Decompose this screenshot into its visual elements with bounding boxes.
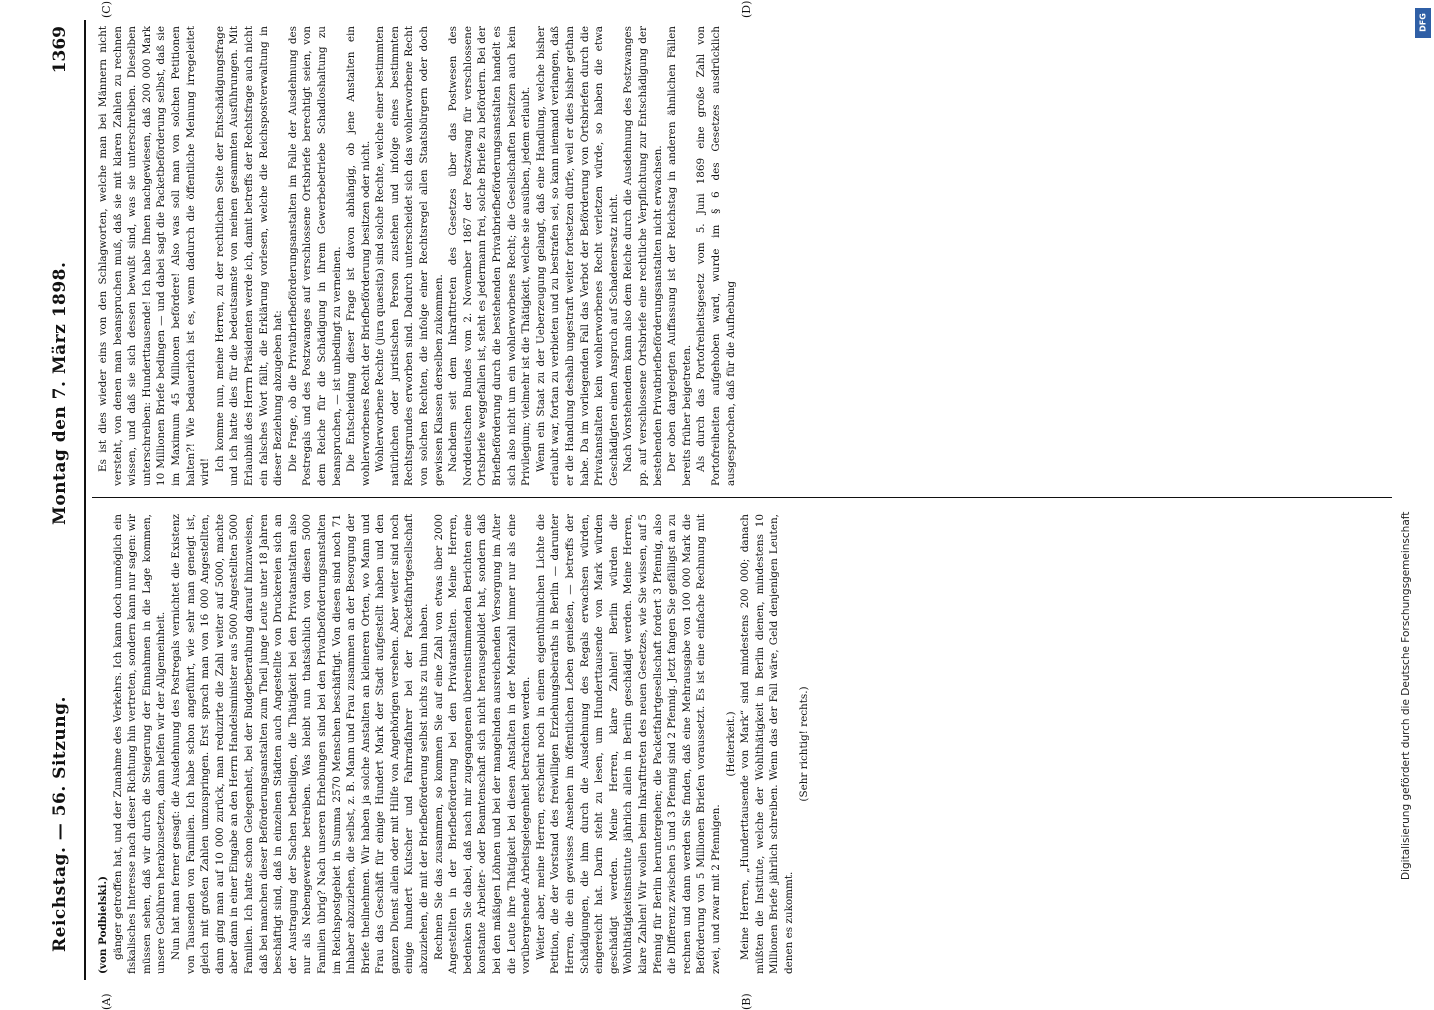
margin-marker-c: (C) — [100, 1, 113, 18]
paragraph: Wohlerworbene Rechte (jura quaesita) sind solche Rechte, welche einer bestimmten natürlichen oder juristischen Person zustehen und infolge eines bestimmten Rechtsgrundes erworben sind. Dadurch unterscheidet sich das wohlerworbene Recht von solchen Rechten, die infolge einer Rechtsregel allen Staatsbürgern oder doch gewissen Klassen derselben zukommen. — [374, 26, 445, 486]
paragraph: Nach Vorstehendem kann also dem Reiche durch die Ausdehnung des Postzwanges pp. auf verschlossene Ortsbriefe eine rechtliche Verpflichtung zur Entschädigung der bestehenden Privatbriefbeförderungsanstalten nicht erwachsen. — [622, 26, 664, 486]
remark-laughter: (Heiterkeit.) — [724, 711, 737, 777]
paragraph: Der oben dargelegten Auffassung ist der Reichstag in anderen ähnlichen Fällen bereits früher beigetreten. — [666, 26, 693, 486]
scanned-page — [40, 0, 1400, 1010]
paragraph: Die Frage, ob die Privatbriefbeförderungsanstalten im Falle der Ausdehnung des Postregals und des Postzwanges auf verschlossene Ortsbriefe berechtigt seien, von dem Reiche für die Schädigung in ihrem Gewerbebetriebe Schadloshaltung zu beanspruchen, — ist unbedingt zu verneinen. — [286, 26, 343, 486]
margin-marker-b: (B) — [740, 993, 753, 1010]
digitization-note — [1400, 120, 1420, 880]
page-header — [40, 20, 86, 980]
remark-applause: (Sehr richtig! rechts.) — [797, 686, 810, 802]
dfg-logo — [1415, 8, 1431, 38]
column-divider — [92, 497, 1392, 498]
paragraph: Es ist dies wieder eins von den Schlagworten, welche man bei Männern nicht versteht, von denen man beanspruchen muß, daß sie mit klaren Zahlen zu rechnen wissen, und daß sie sich dessen bewußt sind, was sie unterschreiben. Dieselben unterschreiben: Hunderttausende! Ich habe Ihnen nachgewiesen, daß 200 000 Mark 10 Millionen Briefe bedingen — und dabei sagt die Packetbeförderung selbst, daß sie im Maximum 45 Millionen befördere! Also was soll man von solchen Petitionen halten?! Wie bedauerlich ist es, wenn dadurch die öffentliche Meinung irregeleitet wird! — [97, 26, 212, 486]
paragraph: Nachdem seit dem Inkrafttreten des Gesetzes über das Postwesen des Norddeutschen Bundes vom 2. November 1867 der Postzwang für verschlossene Ortsbriefe weggefallen ist, steht es jedermann frei, solche Briefe zu befördern. Bei der Briefbeförderung durch die bestehenden Privatbriefbeförderungsanstalten handelt es sich also nicht um ein wohlerworbenes Recht; die Gesellschaften besitzen auch kein Privilegium; vielmehr ist die Thätigkeit, welche sie ausüben, jedem erlaubt. — [447, 26, 533, 486]
page-number: 1369 — [50, 26, 70, 74]
speaker-label: (von Podbielski.) — [97, 875, 109, 974]
margin-marker-d: (D) — [740, 0, 753, 18]
header-left-title: Reichstag. — 56. Sitzung. — [50, 696, 70, 952]
paragraph: Als durch das Portofreiheitsgesetz vom 5. Juni 1869 eine große Zahl von Portofreiheiten aufgehoben ward, wurde im § 6 des Gesetzes ausdrücklich ausgesprochen, daß für die Aufhebung — [695, 26, 737, 486]
paragraph: Wenn ein Staat zu der Ueberzeugung gelangt, daß eine Handlung, welche bisher erlaubt war, fortan zu verbieten und zu bestrafen sei, so kann niemand verlangen, daß er die Handlung deshalb ungestraft weiter fortsetzen dürfe, weil er dies bisher gethan habe. Da im vorliegenden Fall das Verbot der Beförderung von Ortsbriefen durch die Privatanstalten kein wohlerworbenes Recht verletzen würde, so haben die etwa Geschädigten einen Anspruch auf Schadenersatz nicht. — [534, 26, 620, 486]
header-date: Montag den 7. März 1898. — [50, 261, 70, 525]
paragraph: Rechnen Sie das zusammen, so kommen Sie auf eine Zahl von etwas über 2000 Angestellten in der Briefbeförderung bei den Privatanstalten. Meine Herren, bedenken Sie dabei, daß nach mir zugegangenen übereinstimmenden Berichten eine konstante Arbeiter- oder Beamtenschaft sich nicht herausgebildet hat, sondern daß bei den mäßigen Löhnen und bei der mangelnden ausreichenden Versorgung im Alter die Leute ihre Thätigkeit bei diesen Anstalten in der Mehrzahl immer nur als eine vorübergehende Arbeitsgelegenheit betrachten werden. — [432, 514, 533, 974]
paragraph: Nun hat man ferner gesagt: die Ausdehnung des Postregals vernichtet die Existenz von Tausenden von Familien. Ich habe schon angeführt, wie sehr man geneigt ist, gleich mit großen Zahlen umzuspringen. Erst sprach man von 16 000 Angestellten, dann ging man auf 10 000 zurück, man reduzirte die Zahl weiter auf 5000, machte aber dann in einer Eingabe an den Herrn Handelsminister aus 5000 Angestellten 5000 Familien. Ich hatte schon Gelegenheit, bei der Budgetberathung darauf hinzuweisen, daß bei manchen dieser Beförderungsanstalten zum Theil junge Leute unter 18 Jahren beschäftigt sind, daß in einzelnen Städten auch Angestellte von Druckereien sich an der Austragung der Sachen betheiligen, die Thätigkeit bei den Privatanstalten also nur als Nebengewerbe betreiben. Was bleibt nun thatsächlich von diesen 5000 Familien übrig? Nach unseren Erhebungen sind bei den Privatbeförderungsanstalten im Reichspostgebiet in Summa 2570 Menschen beschäftigt. Von diesen sind noch 71 Inhaber abzuziehen, die selbst, z. B. Mann und Frau zusammen an der Besorgung der Briefe theilnehmen. Wir haben ja solche Anstalten an kleineren Orten, wo Mann und Frau das Geschäft für einige Hundert Mark der Stadt aufgestellt haben und den ganzen Dienst allein oder mit Hilfe von Angehörigen versehen. Aber weiter sind noch einige hundert Kutscher und Fahrradfahrer bei der Packetfahrtgesellschaft abzuziehen, die mit der Briefbeförderung selbst nichts zu thun haben. — [169, 514, 431, 974]
paragraph: Meine Herren, „Hunderttausende von Mark“ sind mindestens 200 000; danach müßten die Institute, welche der Wohlthätigkeit in Berlin dienen, mindestens 10 Millionen Briefe jährlich schreiben. Wenn das der Fall wäre, Geld denjenigen Leuten, denen es zukommt. — [739, 514, 795, 974]
paragraph: Weiter aber, meine Herren, erscheint noch in einem eigenthümlichen Lichte die Petition, die der Vorstand des freiwilligen Erziehungsbeiraths in Berlin — darunter Herren, die ein gewisses Ansehen im öffentlichen Leben genießen, — betreffs der Schädigungen, die ihm durch die Ausdehnung des Regals erwachsen würden, eingereicht hat. Darin steht zu lesen, um Hunderttausende von Mark würden geschädigt werden. Meine Herren, klare Zahlen! Berlin würden die Wohlthätigkeitsinstitute jährlich allein in Berlin geschädigt werden. Meine Herren, klare Zahlen! Wir wollen beim Inkrafttreten des neuen Gesetzes, wie Sie wissen, auf 5 Pfennig für Berlin heruntergehen; die Packetfahrtgesellschaft fordert 3 Pfennig, also die Differenz zwischen 5 und 3 Pfennig sind 2 Pfennig. Jetzt fangen Sie gefälligst an zu rechnen und dann werden Sie finden, daß eine Mehrausgabe von 100 000 Mark die Beförderung von 5 Millionen Briefen voraussetzt. Es ist eine einfache Rechnung mit zwei, und zwar mit 2 Pfennigen. — [534, 514, 722, 974]
paragraph: Die Entscheidung dieser Frage ist davon abhängig, ob jene Anstalten ein wohlerworbenes Recht der Briefbeförderung besitzen oder nicht. — [345, 26, 372, 486]
margin-marker-a: (A) — [100, 993, 113, 1010]
dfg-logo-text: DFG — [1418, 13, 1428, 32]
right-column — [96, 26, 1386, 486]
paragraph: Ich komme nun, meine Herren, zu der rechtlichen Seite der Entschädigungsfrage und ich hatte dies für die bedeutsamste von meinen gesammten Ausführungen. Mit Erlaubniß des Herrn Präsidenten werde ich, damit betreffs der Rechtsfrage auch nicht ein falsches Wort fällt, die Erklärung vorlesen, welche die Reichspostverwaltung in dieser Beziehung abzugeben hat: — [213, 26, 285, 486]
left-column — [96, 514, 1386, 974]
paragraph: gänger getroffen hat, und der Zunahme des Verkehrs. Ich kann doch unmöglich ein fiskalisches Interesse nach dieser Richtung hin vertreten, sondern kann nur sagen: wir müssen sehen, daß wir durch die Steigerung der Einnahmen in die Lage kommen, unsere Gebühren herabzusetzen, dann helfen wir der Allgemeinheit. — [111, 514, 168, 974]
digitization-note-text: Digitalisierung gefördert durch die Deutsche Forschungsgemeinschaft — [1400, 511, 1412, 880]
